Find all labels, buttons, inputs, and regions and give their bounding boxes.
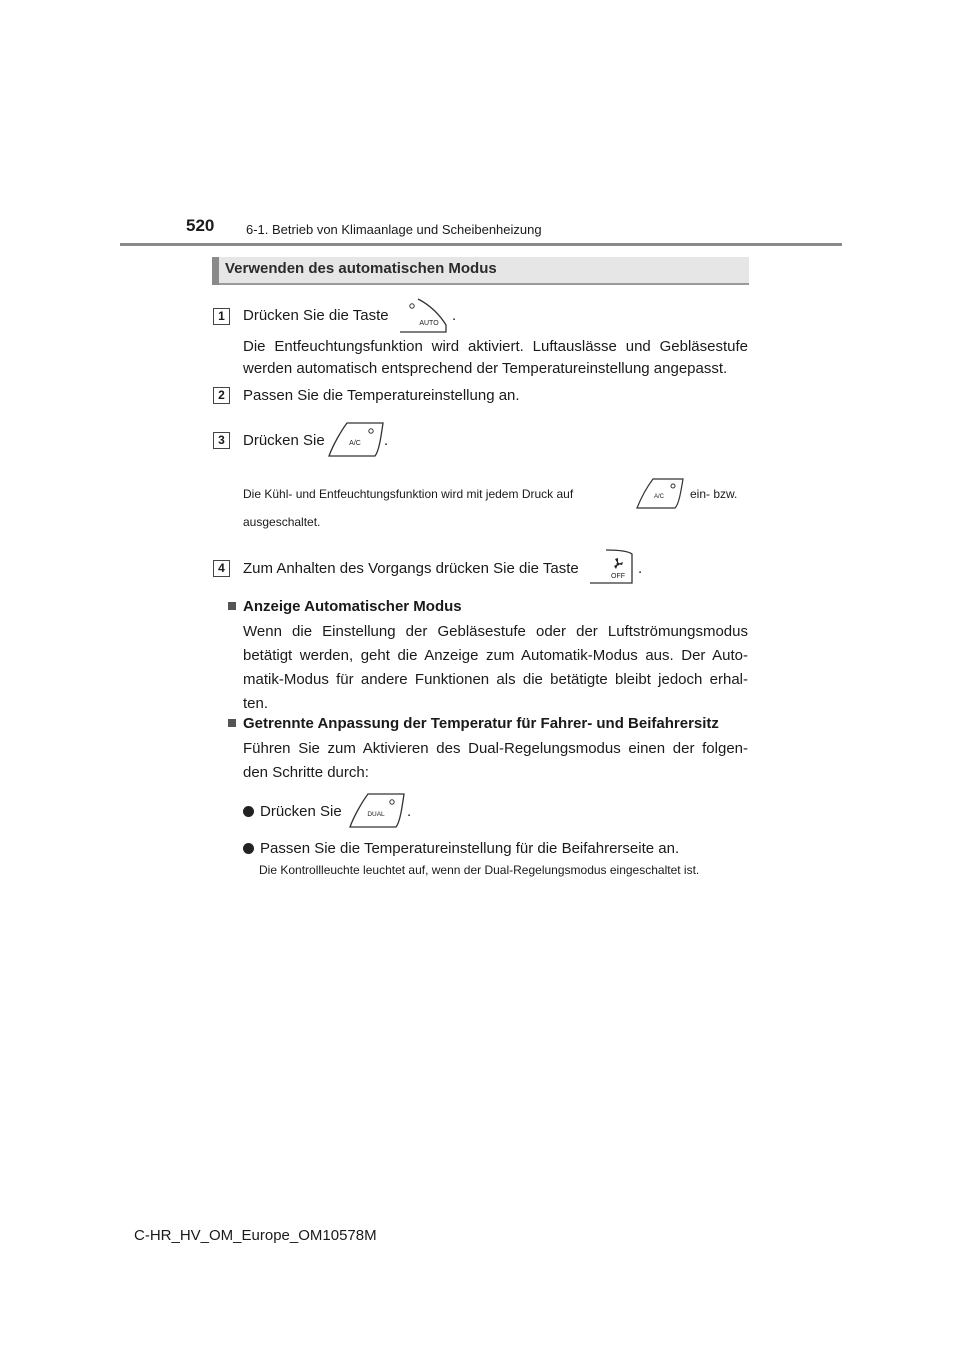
off-button-icon xyxy=(588,548,636,586)
section-heading-text: Verwenden des automatischen Modus xyxy=(225,260,497,277)
step-1-note: Die Entfeuchtungsfunktion wird aktiviert. Luftauslässe und Gebläsestufe werden automatisch entsprechend der Temperatureinstellung angepasst. xyxy=(243,338,748,377)
step-3-text: Drücken Sie xyxy=(243,432,325,449)
info-1-title: Anzeige Automatischer Modus xyxy=(243,598,462,615)
step-3-period: . xyxy=(384,432,389,449)
round-bullet-icon xyxy=(243,843,254,854)
ac-button-icon xyxy=(327,421,385,459)
info-2-title: Getrennte Anpassung der Temperatur für Fahrer- und Beifahrersitz xyxy=(243,715,719,732)
section-heading xyxy=(212,257,749,285)
info-2-body: Führen Sie zum Aktivieren des Dual-Regelungsmodus einen der folgen- den Schritte durch: xyxy=(243,740,748,781)
step-1-period: . xyxy=(452,307,457,324)
step-4-text: Zum Anhalten des Vorgangs drücken Sie die Taste xyxy=(243,560,579,577)
svg-text:OFF: OFF xyxy=(611,573,625,580)
square-bullet-icon xyxy=(228,719,236,727)
svg-text:A/C: A/C xyxy=(349,440,361,447)
square-bullet-icon xyxy=(228,602,236,610)
step-3-note-part1: Die Kühl- und Entfeuchtungsfunktion wird mit jedem Druck auf xyxy=(243,487,574,501)
svg-text:A/C: A/C xyxy=(653,494,665,500)
dual-button-icon xyxy=(348,792,406,830)
step-1-text: Drücken Sie die Taste xyxy=(243,307,389,324)
auto-button-icon xyxy=(398,297,448,335)
round-bullet-icon xyxy=(243,806,254,817)
step-2-text: Passen Sie die Temperatureinstellung an. xyxy=(243,387,520,404)
bullet-1-period: . xyxy=(407,803,412,820)
heading-accent-bar xyxy=(212,257,219,285)
bullet-1-text: Drücken Sie xyxy=(260,803,342,820)
step-number-2: 2 xyxy=(213,387,230,404)
step-3-note-line2: ausgeschaltet. xyxy=(243,515,321,529)
header-divider xyxy=(120,243,842,246)
page-number: 520 xyxy=(186,216,215,235)
bullet-2-text: Passen Sie die Temperatureinstellung für die Beifahrerseite an. xyxy=(260,840,680,857)
svg-text:AUTO: AUTO xyxy=(419,320,439,327)
svg-text:DUAL: DUAL xyxy=(367,811,385,818)
footer-document-id: C-HR_HV_OM_Europe_OM10578M xyxy=(134,1227,377,1244)
step-number-1: 1 xyxy=(213,308,230,325)
step-number-4: 4 xyxy=(213,560,230,577)
step-3-note-part2: ein- bzw. xyxy=(690,487,738,501)
ac-button-icon xyxy=(635,477,685,511)
step-4-period: . xyxy=(638,560,643,577)
info-2-note: Die Kontrollleuchte leuchtet auf, wenn der Dual-Regelungsmodus eingeschaltet ist. xyxy=(259,863,700,877)
step-number-3: 3 xyxy=(213,432,230,449)
info-1-body: Wenn die Einstellung der Gebläsestufe oder der Luftströmungsmodus betätigt werden, geht die Anzeige zum Automatik-Modus aus. Der Auto- matik-Modus für andere Funktionen als die betätigte bleibt jedoch erhal- ten. xyxy=(243,623,748,712)
section-title: 6-1. Betrieb von Klimaanlage und Scheibenheizung xyxy=(246,222,542,237)
